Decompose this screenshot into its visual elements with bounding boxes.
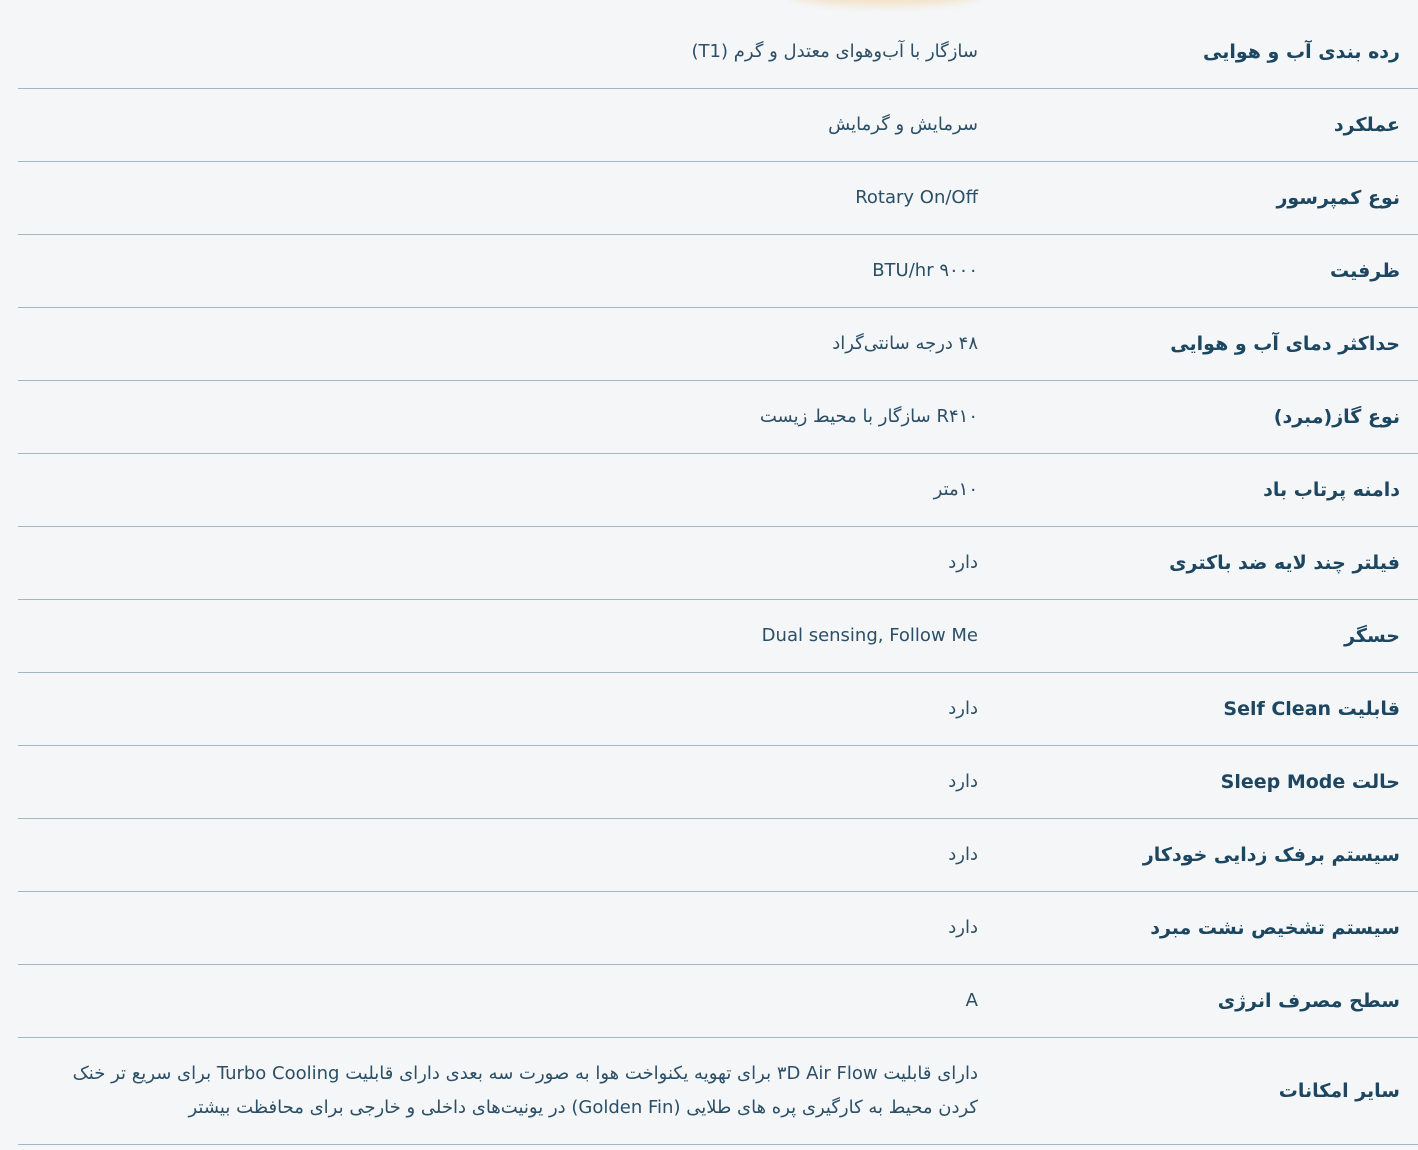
- spec-label: سیستم برفک زدایی خودکار: [1142, 844, 1400, 866]
- spec-label: حسگر: [1344, 625, 1400, 647]
- spec-value: دارد: [948, 698, 978, 719]
- spec-label: نوع کمپرسور: [1276, 187, 1400, 209]
- spec-label: حداکثر دمای آب و هوایی: [1170, 333, 1400, 355]
- spec-row-auto-defrost: [18, 819, 1418, 892]
- spec-row-antibacterial-filter: [18, 527, 1418, 600]
- spec-label: عملکرد: [1333, 114, 1400, 136]
- spec-label: رده بندی آب و هوایی: [1202, 41, 1400, 63]
- spec-value: BTU/hr ۹۰۰۰: [872, 260, 978, 281]
- spec-label: حالت Sleep Mode: [1220, 771, 1400, 793]
- spec-label: دامنه پرتاب باد: [1263, 479, 1400, 501]
- spec-value: دارای قابلیت ۳D Air Flow برای تهویه یکنواخت هوا به صورت سه بعدی دارای قابلیت Turbo Cooling برای سریع تر خنک کردن محیط به کارگیری پره های طلایی (Golden Fin) در یونیت‌های داخلی و خارجی برای محافظت بیشتر: [72, 1063, 978, 1118]
- spec-row-compressor-type: [18, 162, 1418, 235]
- spec-value: سرمایش و گرمایش: [828, 114, 978, 135]
- spec-label: فیلتر چند لایه ضد باکتری: [1169, 552, 1400, 574]
- spec-row-self-clean: [18, 673, 1418, 746]
- spec-label: نوع گاز(مبرد): [1273, 406, 1400, 428]
- spec-value: ۴۸ درجه سانتی‌گراد: [832, 333, 978, 354]
- spec-row-energy-level: [18, 965, 1418, 1038]
- spec-value: ۱۰متر: [933, 479, 978, 500]
- spec-row-air-throw: [18, 454, 1418, 527]
- spec-label: سطح مصرف انرژی: [1217, 990, 1400, 1012]
- spec-value: R۴۱۰ سازگار با محیط زیست: [759, 406, 978, 427]
- spec-value: دارد: [948, 552, 978, 573]
- spec-label: سیستم تشخیص نشت مبرد: [1150, 917, 1400, 939]
- spec-label: قابلیت Self Clean: [1223, 698, 1400, 720]
- spec-row-max-temperature: [18, 308, 1418, 381]
- spec-row-function: [18, 89, 1418, 162]
- spec-row-capacity: [18, 235, 1418, 308]
- spec-label: ظرفیت: [1329, 260, 1400, 282]
- spec-value: A: [965, 990, 978, 1011]
- decorative-glow: [790, 0, 980, 6]
- specifications-table: [18, 16, 1418, 1145]
- spec-value: Dual sensing, Follow Me: [761, 625, 978, 646]
- spec-row-other-features: [18, 1038, 1418, 1145]
- spec-label: سایر امکانات: [1278, 1080, 1400, 1102]
- spec-row-climate-class: [18, 16, 1418, 89]
- spec-row-refrigerant: [18, 381, 1418, 454]
- spec-value: دارد: [948, 771, 978, 792]
- spec-value: Rotary On/Off: [855, 187, 978, 208]
- spec-row-sensor: [18, 600, 1418, 673]
- spec-value: دارد: [948, 917, 978, 938]
- spec-row-leak-detection: [18, 892, 1418, 965]
- spec-value: سازگار با آب‌وهوای معتدل و گرم (T1): [691, 41, 978, 62]
- spec-value: دارد: [948, 844, 978, 865]
- spec-row-sleep-mode: [18, 746, 1418, 819]
